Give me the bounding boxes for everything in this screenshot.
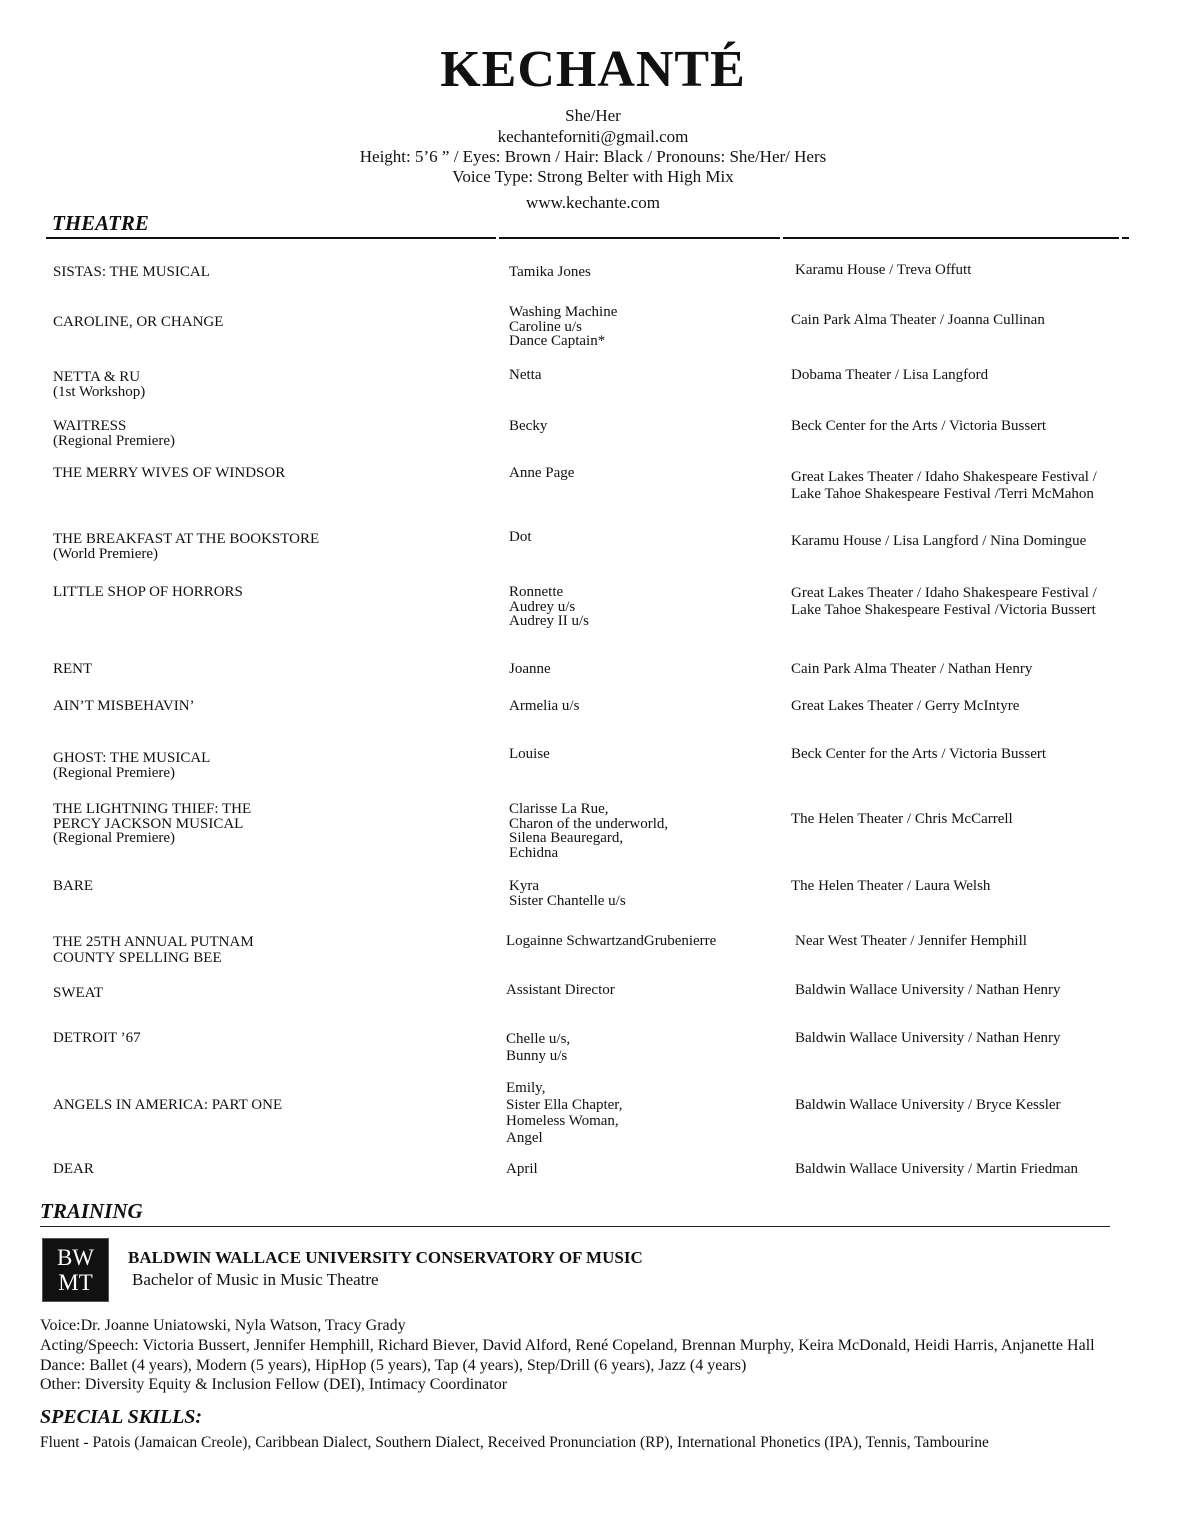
role-name-line: Dance Captain* [509,333,606,349]
show-title [53,802,251,846]
show-title-line: COUNTY SPELLING BEE [53,950,222,966]
role-name-line: Charon of the underworld, [509,815,669,832]
venue-director-line: Great Lakes Theater / Gerry McIntyre [791,698,1020,714]
email: kechanteforniti@gmail.com [497,127,689,146]
role-name [506,1080,622,1146]
role-name [506,1162,538,1177]
venue-director-line: Baldwin Wallace University / Nathan Henry [795,982,1061,998]
role-name-line: Sister Ella Chapter, [506,1096,623,1113]
venue-director-line: Baldwin Wallace University / Martin Friedman [795,1161,1079,1177]
venue-director-line: Near West Theater / Jennifer Hemphill [795,933,1027,949]
role-name [509,699,579,714]
role-name-line: Bunny u/s [506,1047,568,1064]
show-title-line: THE MERRY WIVES OF WINDSOR [53,465,286,481]
role-name-line: Joanne [509,661,551,677]
show-title-line: SWEAT [53,985,103,1001]
degree: Bachelor of Music in Music Theatre [132,1270,379,1289]
venue-director-line: Great Lakes Theater / Idaho Shakespeare Festival / [791,585,1097,601]
logo-line-2: MT [58,1270,93,1295]
show-title [53,1098,282,1113]
role-name-line: Audrey II u/s [509,613,589,629]
role-name [509,305,617,349]
venue-director-line: Karamu House / Treva Offutt [795,262,972,278]
show-title [53,934,254,966]
pronouns: She/Her [565,106,621,125]
physical-stats: Height: 5’6 ” / Eyes: Brown / Hair: Black / Pronouns: She/Her/ Hers [359,147,827,166]
special-skills-text: Fluent - Patois (Jamaican Creole), Caribbean Dialect, Southern Dialect, Received Pronunciation (RP), International Phonetics (IPA), Tennis, Tambourine [40,1434,989,1451]
venue-director-line: Cain Park Alma Theater / Nathan Henry [791,661,1033,677]
show-title-line: DETROIT ’67 [53,1030,141,1046]
role-name-line: Echidna [509,844,559,861]
venue-director-line: Lake Tahoe Shakespeare Festival /Victoria Bussert [791,601,1096,618]
theatre-rule-col2 [499,237,780,239]
role-name-line: Netta [509,367,542,383]
show-title-line: PERCY JACKSON MUSICAL [53,815,244,832]
role-name [509,530,532,545]
role-name-line: Chelle u/s, [506,1031,571,1047]
role-name-line: Kyra [509,878,539,894]
venue-director [791,313,1045,328]
venue-director-line: Dobama Theater / Lisa Langford [791,367,989,383]
role-name [509,585,589,629]
show-title-line: (Regional Premiere) [53,830,176,846]
role-name-line: Audrey u/s [509,598,576,615]
role-name [509,747,550,762]
school-name: BALDWIN WALLACE UNIVERSITY CONSERVATORY OF MUSIC [128,1248,643,1267]
role-name-line: April [506,1161,538,1177]
venue-director-line: Beck Center for the Arts / Victoria Bussert [791,418,1047,434]
show-title-line: THE BREAKFAST AT THE BOOKSTORE [53,531,320,547]
venue-director [791,534,1086,549]
voice-type: Voice Type: Strong Belter with High Mix [452,167,734,186]
section-heading-theatre: THEATRE [52,211,149,235]
role-name [506,1031,570,1064]
show-title-line: NETTA & RU [53,369,141,385]
show-title-line: (World Premiere) [53,545,158,562]
show-title [53,466,285,481]
role-name [509,879,626,908]
theatre-rule-col3 [783,237,1119,239]
venue-director [791,662,1032,677]
role-name-line: Sister Chantelle u/s [509,892,626,909]
training-acting: Acting/Speech: Victoria Bussert, Jennifer Hemphill, Richard Biever, David Alford, René Copeland, Brennan Murphy, Keira McDonald, Heidi Harris, Anjanette Hall [40,1337,1095,1354]
training-rule [40,1226,1110,1227]
show-title-line: BARE [53,878,94,894]
show-title [53,265,210,280]
role-name [509,265,591,280]
show-title-line: CAROLINE, OR CHANGE [53,314,224,330]
training-other: Other: Diversity Equity & Inclusion Fellow (DEI), Intimacy Coordinator [40,1376,508,1393]
show-title-line: RENT [53,661,93,677]
role-name-line: Homeless Woman, [506,1113,619,1129]
role-name [509,419,547,434]
venue-director [795,934,1027,949]
venue-director-line: The Helen Theater / Laura Welsh [791,878,991,894]
role-name [509,802,668,860]
venue-director-line: Cain Park Alma Theater / Joanna Cullinan [791,312,1045,328]
role-name-line: Emily, [506,1080,546,1096]
training-dance: Dance: Ballet (4 years), Modern (5 years), HipHop (5 years), Tap (4 years), Step/Drill (6 years), Jazz (4 years) [40,1357,747,1374]
role-name [506,983,615,998]
show-title-line: (Regional Premiere) [53,432,176,449]
show-title [53,1031,141,1046]
venue-director [791,699,1019,714]
role-name-line: Silena Beauregard, [509,830,624,846]
show-title [53,986,103,1001]
venue-director-line: Great Lakes Theater / Idaho Shakespeare Festival / [791,469,1097,485]
performer-name: KECHANTÉ [440,41,746,98]
theatre-rule-end [1122,237,1129,239]
role-name-line: Louise [509,746,550,762]
venue-director-line: Baldwin Wallace University / Nathan Henry [795,1030,1061,1046]
venue-director-line: The Helen Theater / Chris McCarrell [791,811,1013,827]
show-title [53,751,210,780]
role-name-line: Angel [506,1129,543,1146]
venue-director [791,812,1013,827]
bwmt-logo [42,1238,109,1302]
role-name [509,662,551,677]
show-title-line: AIN’T MISBEHAVIN’ [53,698,195,714]
role-name-line: Anne Page [509,465,575,481]
logo-line-1: BW [56,1245,95,1270]
role-name-line: Dot [509,529,532,545]
venue-director [791,585,1097,618]
show-title [53,879,93,894]
role-name-line: Armelia u/s [509,698,580,714]
show-title [53,370,145,399]
role-name-line: Logainne SchwartzandGrubenierre [506,933,717,949]
show-title-line: (1st Workshop) [53,383,146,400]
role-name [509,368,541,383]
venue-director [795,263,971,278]
show-title-line: THE LIGHTNING THIEF: THE [53,801,252,817]
venue-director [791,368,988,383]
show-title-line: LITTLE SHOP OF HORRORS [53,584,243,600]
show-title-line: (Regional Premiere) [53,764,176,781]
venue-director [791,419,1046,434]
theatre-rule-col1 [46,237,496,239]
venue-director-line: Beck Center for the Arts / Victoria Bussert [791,746,1047,762]
show-title [53,585,243,600]
role-name-line: Assistant Director [506,982,615,998]
role-name-line: Becky [509,418,548,434]
venue-director [791,469,1097,502]
venue-director-line: Baldwin Wallace University / Bryce Kessler [795,1097,1061,1113]
training-voice: Voice:Dr. Joanne Uniatowski, Nyla Watson, Tracy Grady [40,1317,406,1334]
role-name-line: Ronnette [509,584,564,600]
venue-director [791,879,990,894]
show-title [53,419,175,448]
venue-director-line: Lake Tahoe Shakespeare Festival /Terri McMahon [791,485,1094,502]
show-title-line: WAITRESS [53,418,127,434]
website: www.kechante.com [526,193,660,212]
show-title [53,662,92,677]
show-title [53,315,223,330]
role-name-line: Washing Machine [509,304,618,320]
venue-director [795,1031,1061,1046]
venue-director [795,1098,1061,1113]
section-heading-special-skills: SPECIAL SKILLS: [40,1406,203,1428]
venue-director [791,747,1046,762]
role-name-line: Clarisse La Rue, [509,801,609,817]
show-title-line: ANGELS IN AMERICA: PART ONE [53,1097,283,1113]
role-name [509,466,574,481]
show-title-line: SISTAS: THE MUSICAL [53,264,210,280]
role-name-line: Caroline u/s [509,318,582,335]
show-title [53,1162,94,1177]
role-name-line: Tamika Jones [509,264,591,280]
venue-director [795,983,1061,998]
show-title-line: GHOST: THE MUSICAL [53,750,211,766]
show-title [53,699,195,714]
show-title-line: THE 25TH ANNUAL PUTNAM [53,934,254,950]
show-title [53,532,319,561]
venue-director-line: Karamu House / Lisa Langford / Nina Domingue [791,533,1087,549]
show-title-line: DEAR [53,1161,94,1177]
venue-director [795,1162,1078,1177]
role-name [506,934,716,949]
section-heading-training: TRAINING [40,1199,143,1223]
